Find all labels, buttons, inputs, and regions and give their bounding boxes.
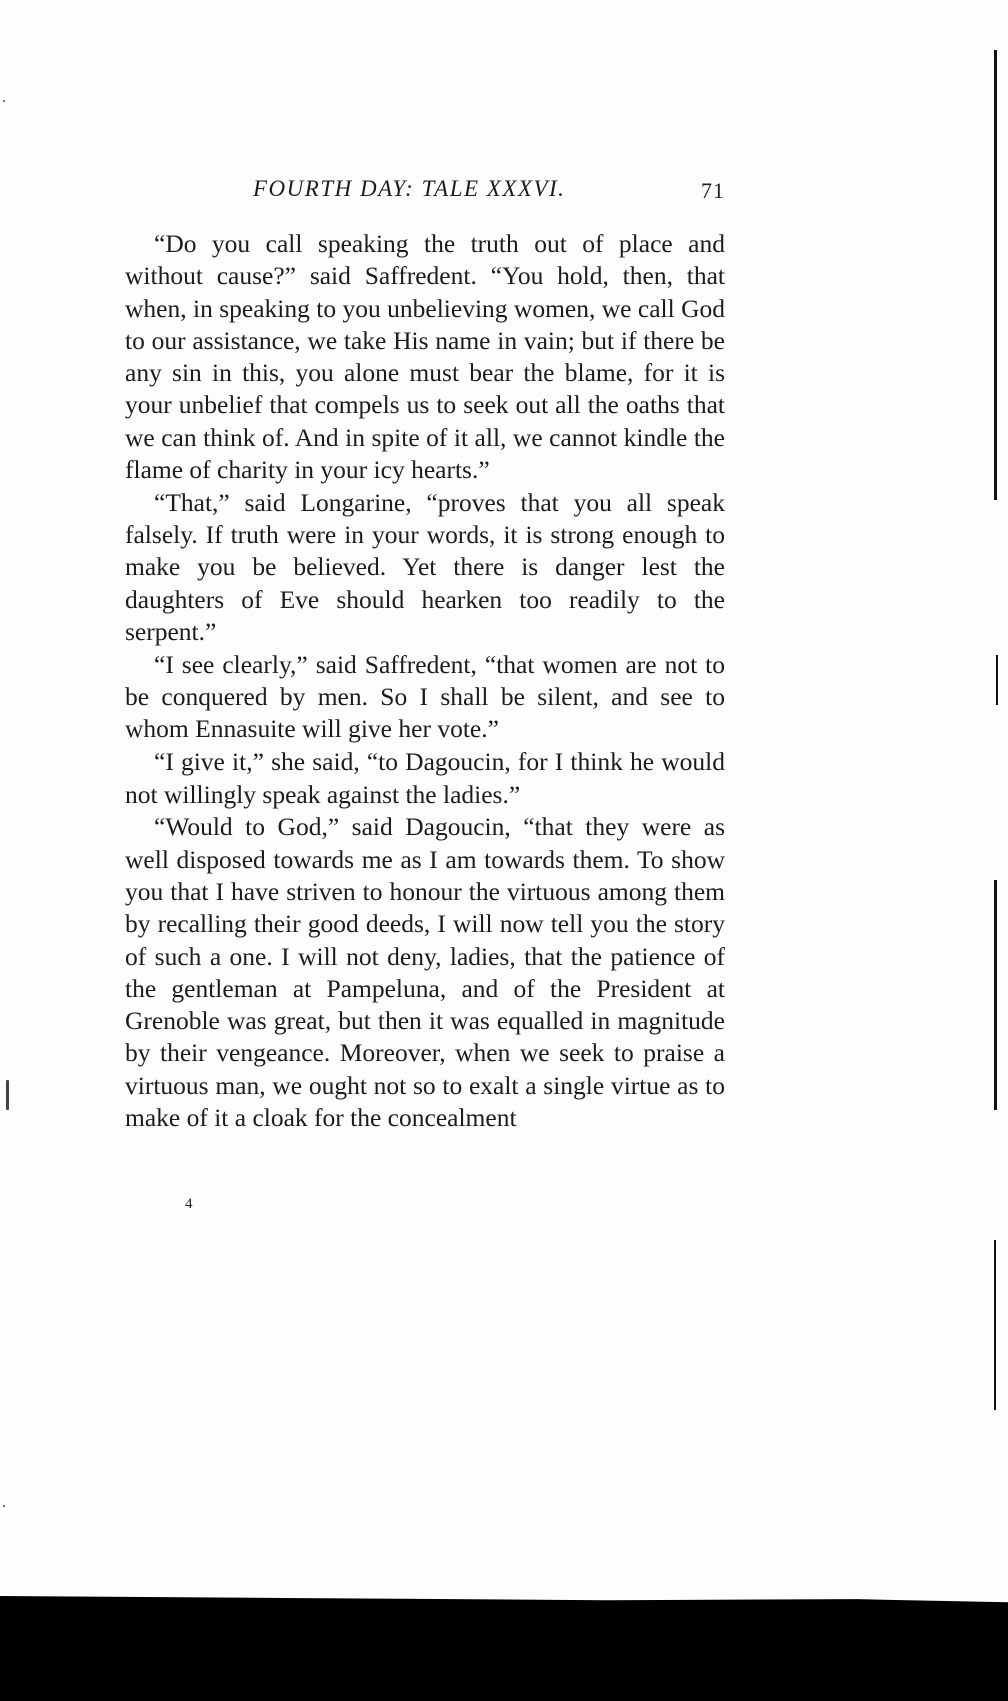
scan-speck (3, 100, 5, 102)
signature-mark: 4 (185, 1196, 193, 1212)
scan-edge-rule (994, 1240, 996, 1410)
running-title: FOURTH DAY: TALE XXXVI. (253, 176, 566, 201)
paragraph: “I give it,” she said, “to Dagoucin, for I think he would not willingly speak against the ladies.” (125, 747, 725, 809)
paragraph: “Do you call speaking the truth out of place and without cause?” said Saffredent. “You hold, then, that when, in speaking to you unbelieving women, we call God to our assistance, we take His name in vain; but if there be any sin in this, you alone must bear the blame, for it is your unbelief that compels us to seek out all the oaths that we can think of. And in spite of it all, we cannot kindle the flame of charity in your icy hearts.” (125, 229, 725, 485)
scan-bottom-edge (0, 1596, 1008, 1701)
scan-edge-rule (994, 880, 997, 1110)
page-number: 71 (701, 178, 725, 203)
scan-edge-rule (994, 50, 997, 500)
body-text (125, 228, 725, 1135)
scan-speck (6, 1080, 9, 1110)
scan-edge-rule (996, 655, 998, 705)
running-head (125, 176, 725, 212)
paragraph: “I see clearly,” said Saffredent, “that women are not to be conquered by men. So I shall be silent, and see to whom Ennasuite will give her vote.” (125, 649, 725, 744)
paragraph: “That,” said Longarine, “proves that you all speak falsely. If truth were in your words, it is strong enough to make you be believed. Yet there is danger lest the daughters of Eve should hearken too readily to the serpent.” (125, 487, 725, 647)
paragraph: “Would to God,” said Dagoucin, “that they were as well disposed towards me as I am towards them. To show you that I have striven to honour the virtuous among them by recalling their good deeds, I will now tell you the story of such a one. I will not deny, ladies, that the patience of the gentleman at Pampeluna, and of the President at Grenoble was great, but then it was equalled in magnitude by their vengeance. Moreover, when we seek to praise a virtuous man, we ought not so to exalt a single virtue as to make of it a cloak for the concealment (125, 812, 725, 1133)
scan-speck (3, 1505, 5, 1507)
